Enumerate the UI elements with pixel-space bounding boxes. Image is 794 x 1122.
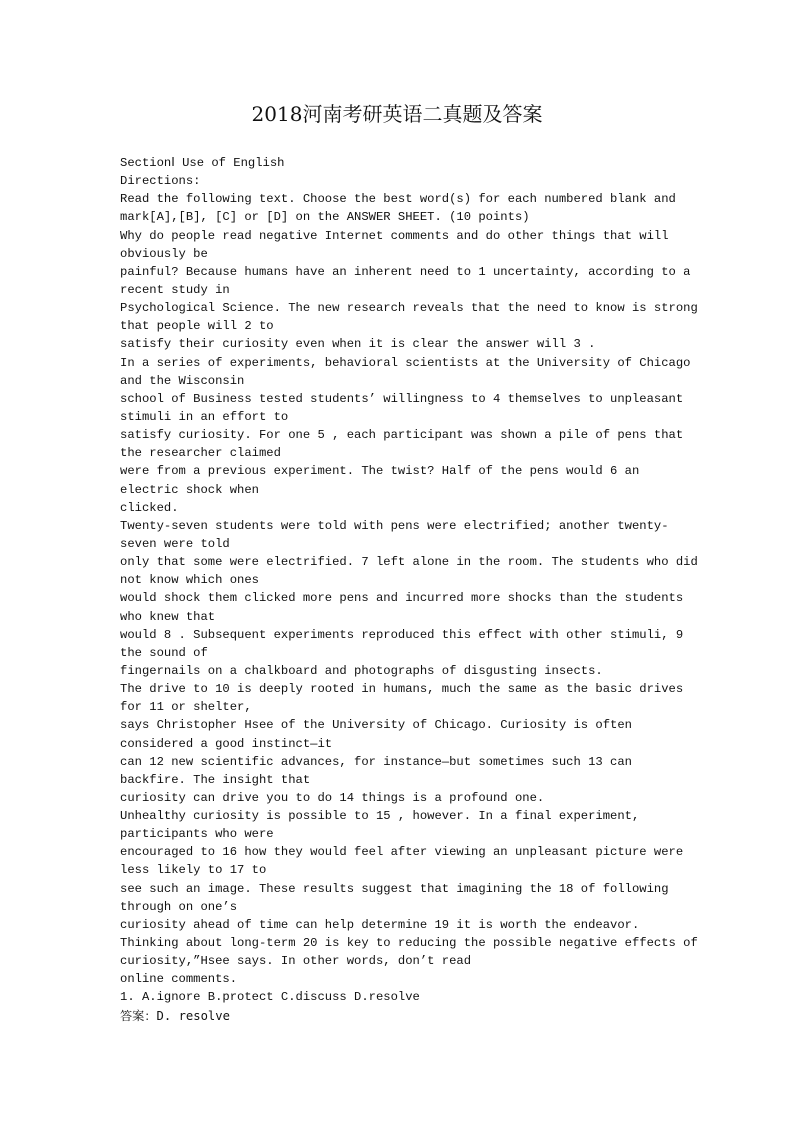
body-line: and the Wisconsin xyxy=(120,373,245,388)
body-line: backfire. The insight that xyxy=(120,772,311,787)
question-option-line: 1. A.ignore B.protect C.discuss D.resolve xyxy=(120,990,420,1005)
body-line: the sound of xyxy=(120,645,208,660)
body-line: obviously be xyxy=(120,246,208,261)
body-line: less likely to 17 to xyxy=(120,863,267,878)
body-line: seven were told xyxy=(120,536,230,551)
body-line: for 11 or shelter, xyxy=(120,700,252,715)
body-line: the researcher claimed xyxy=(120,446,281,461)
body-line: that people will 2 to xyxy=(120,319,274,334)
body-line: mark[A],[B], [C] or [D] on the ANSWER SHEET. (10 points) xyxy=(120,210,530,225)
body-line: considered a good instinct—it xyxy=(120,736,333,751)
body-line: electric shock when xyxy=(120,482,259,497)
body-line: Why do people read negative Internet comments and do other things that will xyxy=(120,228,669,243)
document-title: 2018河南考研英语二真题及答案 xyxy=(251,102,543,126)
body-line: through on one’s xyxy=(120,899,238,914)
body-line: can 12 new scientific advances, for instance—but sometimes such 13 can xyxy=(120,754,632,769)
body-line: In a series of experiments, behavioral scientists at the University of Chicago xyxy=(120,355,691,370)
body-line: curiosity,”Hsee says. In other words, don’t read xyxy=(120,954,472,969)
body-line: stimuli in an effort to xyxy=(120,409,289,424)
body-line: who knew that xyxy=(120,609,216,624)
body-line: fingernails on a chalkboard and photographs of disgusting insects. xyxy=(120,663,603,678)
body-line: Directions: xyxy=(120,174,201,189)
body-line: The drive to 10 is deeply rooted in humans, much the same as the basic drives xyxy=(120,682,684,697)
body-line: Thinking about long-term 20 is key to reducing the possible negative effects of xyxy=(120,936,698,951)
body-line: satisfy their curiosity even when it is clear the answer will 3 . xyxy=(120,337,596,352)
body-line: would shock them clicked more pens and incurred more shocks than the students xyxy=(120,591,684,606)
body-line: curiosity can drive you to do 14 things is a profound one. xyxy=(120,790,545,805)
document-body xyxy=(120,154,698,1025)
body-line: online comments. xyxy=(120,972,238,987)
body-line: painful? Because humans have an inherent need to 1 uncertainty, according to a xyxy=(120,264,691,279)
body-line: says Christopher Hsee of the University of Chicago. Curiosity is often xyxy=(120,718,632,733)
body-line: see such an image. These results suggest that imagining the 18 of following xyxy=(120,881,669,896)
body-line: SectionⅠ Use of English xyxy=(120,156,285,170)
body-line: Twenty-seven students were told with pens were electrified; another twenty- xyxy=(120,518,669,533)
answer-line: 答案：D. resolve xyxy=(120,1008,230,1023)
body-line: were from a previous experiment. The twist? Half of the pens would 6 an xyxy=(120,464,640,479)
body-line: only that some were electrified. 7 left alone in the room. The students who did xyxy=(120,555,698,570)
body-line: not know which ones xyxy=(120,573,259,588)
body-line: would 8 . Subsequent experiments reproduced this effect with other stimuli, 9 xyxy=(120,627,684,642)
body-line: recent study in xyxy=(120,282,230,297)
body-line: Read the following text. Choose the best word(s) for each numbered blank and xyxy=(120,192,676,207)
body-line: clicked. xyxy=(120,500,179,515)
body-line: Unhealthy curiosity is possible to 15 , however. In a final experiment, xyxy=(120,809,640,824)
body-line: encouraged to 16 how they would feel after viewing an unpleasant picture were xyxy=(120,845,684,860)
body-line: participants who were xyxy=(120,827,274,842)
body-line: satisfy curiosity. For one 5 , each participant was shown a pile of pens that xyxy=(120,428,684,443)
body-line: school of Business tested students’ willingness to 4 themselves to unpleasant xyxy=(120,391,684,406)
body-line: curiosity ahead of time can help determine 19 it is worth the endeavor. xyxy=(120,917,640,932)
body-line: Psychological Science. The new research reveals that the need to know is strong xyxy=(120,301,698,316)
